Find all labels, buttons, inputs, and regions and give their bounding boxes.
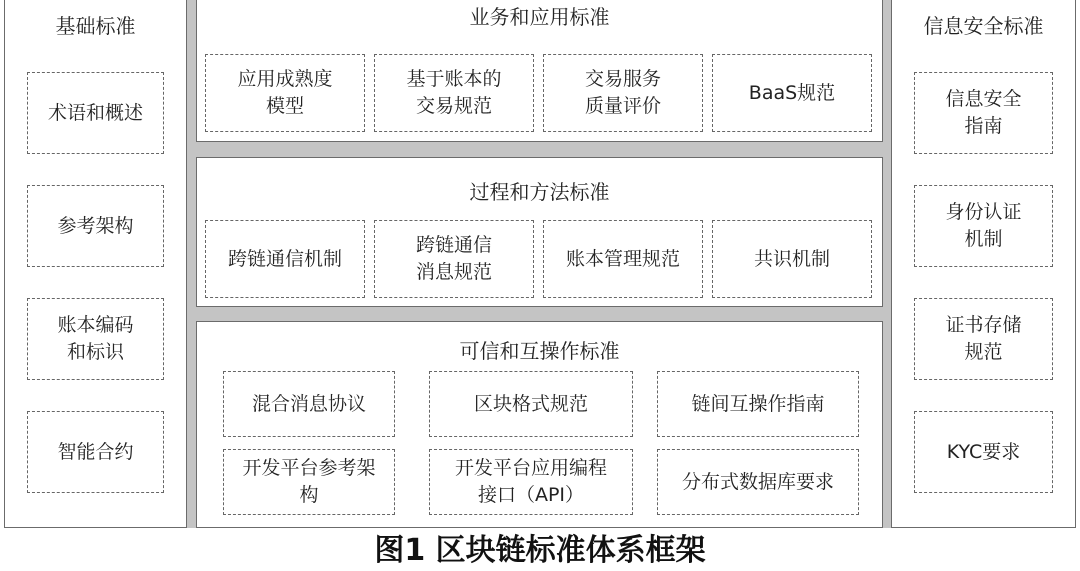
process-item-ledger-management: 账本管理规范 (543, 220, 703, 298)
security-standards-title: 信息安全标准 (923, 14, 1044, 38)
trust-interop-section (196, 321, 883, 528)
business-item-service-quality: 交易服务 质量评价 (543, 54, 703, 132)
process-item-cross-chain-message: 跨链通信 消息规范 (374, 220, 534, 298)
business-application-title: 业务和应用标准 (469, 5, 610, 29)
process-method-title: 过程和方法标准 (469, 180, 610, 204)
trust-item-interop-guide: 链间互操作指南 (657, 371, 859, 437)
business-item-maturity-model: 应用成熟度 模型 (205, 54, 365, 132)
process-item-consensus: 共识机制 (712, 220, 872, 298)
trust-item-dev-platform-architecture: 开发平台参考架 构 (223, 449, 395, 515)
business-item-baas: BaaS规范 (712, 54, 872, 132)
trust-interop-title: 可信和互操作标准 (459, 339, 620, 363)
process-item-cross-chain: 跨链通信机制 (205, 220, 365, 298)
trust-item-block-format: 区块格式规范 (429, 371, 633, 437)
trust-item-hybrid-message: 混合消息协议 (223, 371, 395, 437)
security-item-kyc: KYC要求 (914, 411, 1053, 493)
business-item-ledger-transaction: 基于账本的 交易规范 (374, 54, 534, 132)
trust-item-dev-platform-api: 开发平台应用编程 接口（API） (429, 449, 633, 515)
figure-caption: 图1 区块链标准体系框架 (374, 533, 706, 568)
basic-standard-item-reference-architecture: 参考架构 (27, 185, 164, 267)
basic-standards-panel (4, 0, 187, 528)
basic-standard-item-ledger-coding: 账本编码 和标识 (27, 298, 164, 380)
security-item-guide: 信息安全 指南 (914, 72, 1053, 154)
security-item-identity-auth: 身份认证 机制 (914, 185, 1053, 267)
basic-standard-item-terminology: 术语和概述 (27, 72, 164, 154)
basic-standard-item-smart-contract: 智能合约 (27, 411, 164, 493)
basic-standards-title: 基础标准 (55, 14, 136, 38)
security-item-certificate-storage: 证书存储 规范 (914, 298, 1053, 380)
process-method-section (196, 157, 883, 307)
trust-item-distributed-database: 分布式数据库要求 (657, 449, 859, 515)
security-standards-panel (891, 0, 1076, 528)
business-application-section (196, 0, 883, 142)
